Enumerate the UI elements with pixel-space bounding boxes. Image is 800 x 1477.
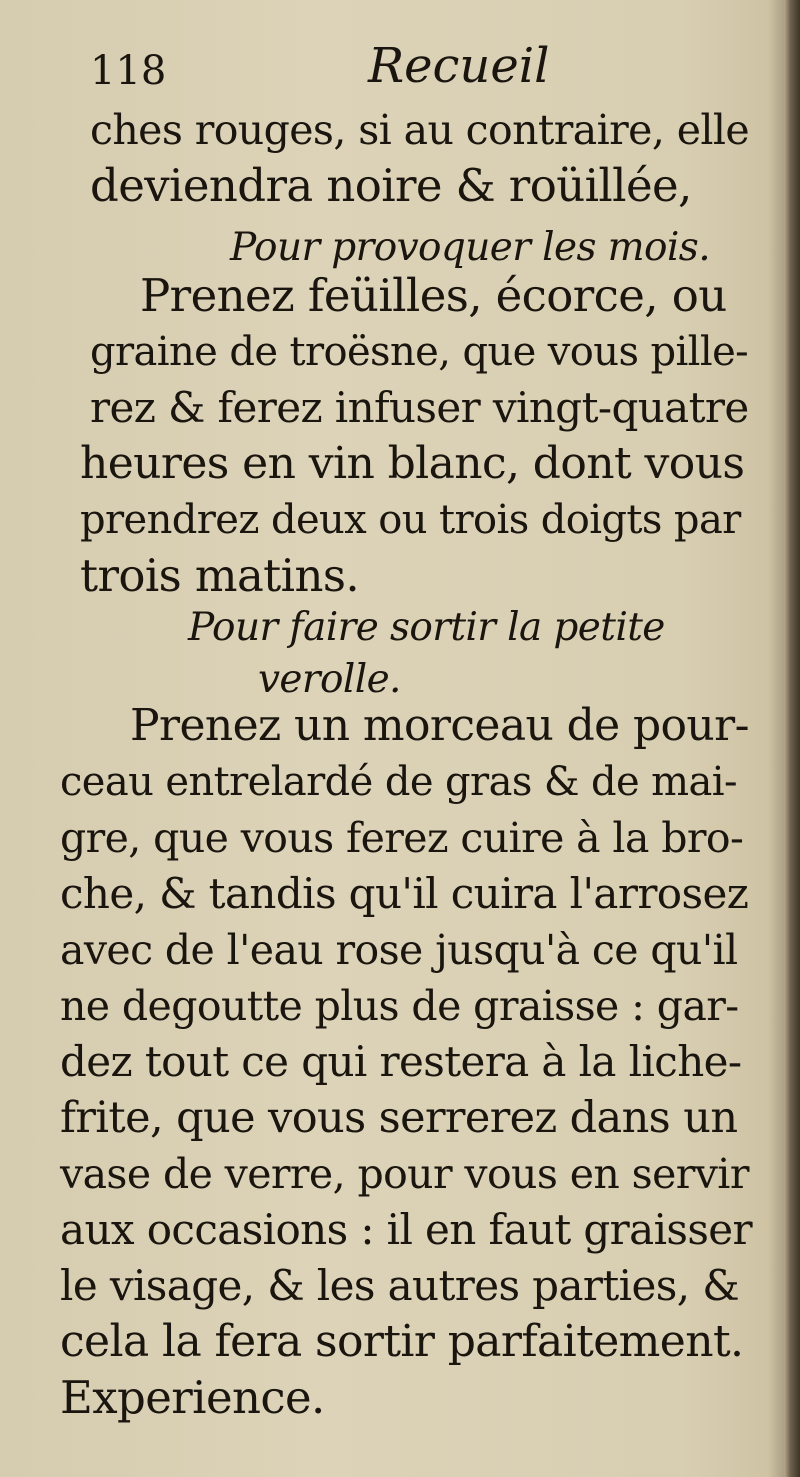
section-heading: Pour provoquer les mois. [230, 225, 711, 270]
text-line: prendrez deux ou trois doigts par [80, 497, 741, 543]
text-line: dez tout ce qui restera à la liche- [60, 1037, 742, 1086]
text-line: Prenez un morceau de pour- [130, 700, 749, 751]
text-line: rez & ferez infuser vingt-quatre [90, 383, 749, 432]
text-line: avec de l'eau rose jusqu'à ce qu'il [60, 926, 738, 974]
text-line: graine de troësne, que vous pille- [90, 329, 749, 375]
section-heading: verolle. [258, 657, 401, 702]
text-line: gre, que vous ferez cuire à la bro- [60, 814, 744, 862]
text-line: Prenez feüilles, écorce, ou [140, 269, 727, 322]
text-line: frite, que vous serrerez dans un [60, 1093, 738, 1143]
text-line: aux occasions : il en faut graisser [60, 1205, 753, 1254]
text-line: vase de verre, pour vous en servir [60, 1150, 749, 1198]
text-line: heures en vin blanc, dont vous [80, 438, 745, 489]
text-line: che, & tandis qu'il cuira l'arrosez [60, 869, 749, 918]
page-number: 118 [90, 48, 167, 94]
running-title: Recueil [368, 38, 550, 94]
text-line: Experience. [60, 1371, 325, 1424]
text-line: deviendra noire & roüillée, [90, 159, 692, 212]
text-line: ches rouges, si au contraire, elle [90, 106, 750, 154]
text-line: ceau entrelardé de gras & de mai- [60, 759, 737, 805]
text-line: le visage, & les autres parties, & [60, 1261, 739, 1310]
section-heading: Pour faire sortir la petite [188, 605, 665, 650]
page-header [90, 38, 750, 98]
text-line: cela la fera sortir parfaitement. [60, 1316, 744, 1367]
book-spine-edge [784, 0, 800, 1477]
text-line: ne degoutte plus de graisse : gar- [60, 982, 739, 1030]
text-line: trois matins. [80, 549, 360, 602]
